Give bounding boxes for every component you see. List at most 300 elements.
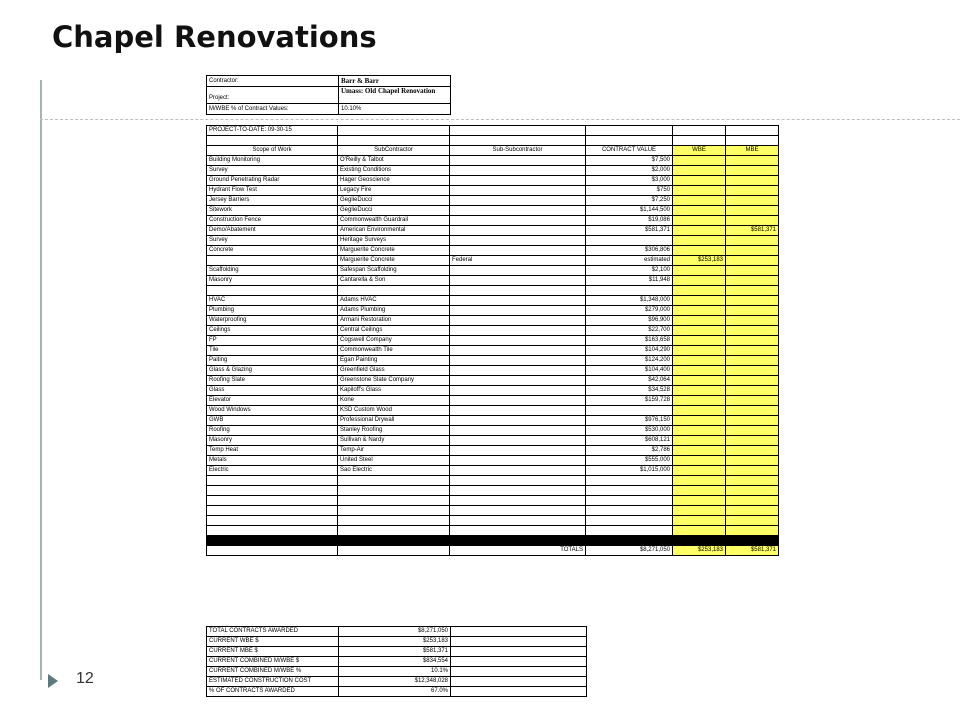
mbe-cell (726, 216, 779, 226)
contract-value-cell: $7,500 (586, 156, 673, 166)
info-row-contractor (207, 76, 451, 87)
wbe-cell (673, 446, 726, 456)
wbe-cell (673, 186, 726, 196)
table-row (207, 526, 779, 536)
sub-subcontractor-cell (450, 496, 586, 506)
project-to-date-row (207, 126, 779, 136)
scope-cell: Building Monitoring (207, 156, 338, 166)
contractor-label: Contractor: (207, 76, 339, 87)
mbe-cell (726, 336, 779, 346)
subcontractor-cell (338, 486, 450, 496)
subcontractor-cell: Hager Geoscience (338, 176, 450, 186)
contract-value-cell: $124,200 (586, 356, 673, 366)
scope-cell: Paiting (207, 356, 338, 366)
header-subcontractor: SubContractor (338, 146, 450, 156)
sub-subcontractor-cell (450, 526, 586, 536)
table-row (207, 486, 779, 496)
table-row (207, 406, 779, 416)
contract-value-cell (586, 506, 673, 516)
table-row (207, 266, 779, 276)
totals-contract-value: $8,271,050 (586, 546, 673, 556)
subcontractor-cell: O'Reilly & Talbot (338, 156, 450, 166)
sub-subcontractor-cell (450, 326, 586, 336)
sub-subcontractor-cell (450, 516, 586, 526)
summary-row (207, 677, 587, 687)
wbe-cell (673, 286, 726, 296)
table-row (207, 216, 779, 226)
contract-value-cell: $1,015,000 (586, 466, 673, 476)
subcontractor-cell: Cogswell Company (338, 336, 450, 346)
table-row (207, 396, 779, 406)
contract-value-cell (586, 496, 673, 506)
wbe-cell (673, 416, 726, 426)
wbe-cell (673, 466, 726, 476)
table-row (207, 206, 779, 216)
subcontractor-cell: Commonwealth Guardrail (338, 216, 450, 226)
mbe-cell (726, 376, 779, 386)
scope-cell: HVAC (207, 296, 338, 306)
wbe-cell (673, 366, 726, 376)
subcontractor-cell: Armani Restoration (338, 316, 450, 326)
contract-value-cell: $3,000 (586, 176, 673, 186)
sub-subcontractor-cell (450, 436, 586, 446)
wbe-cell (673, 226, 726, 236)
scope-cell (207, 476, 338, 486)
subcontractor-cell: American Environmental (338, 226, 450, 236)
sub-subcontractor-cell (450, 476, 586, 486)
blank-row (207, 136, 779, 146)
mwbe-value: 10.10% (339, 104, 451, 115)
sub-subcontractor-cell (450, 376, 586, 386)
header-contract-value: CONTRACT VALUE (586, 146, 673, 156)
table-row (207, 166, 779, 176)
wbe-cell (673, 166, 726, 176)
wbe-cell (673, 496, 726, 506)
sub-subcontractor-cell (450, 306, 586, 316)
slide-title: Chapel Renovations (52, 20, 377, 54)
info-row-mwbe (207, 104, 451, 115)
contracts-table (206, 125, 779, 556)
sub-subcontractor-cell (450, 156, 586, 166)
scope-cell: GWB (207, 416, 338, 426)
left-accent-rule (40, 80, 42, 680)
wbe-cell (673, 156, 726, 166)
summary-value: $253,183 (339, 637, 451, 647)
contract-value-cell: $19,086 (586, 216, 673, 226)
wbe-cell (673, 426, 726, 436)
summary-row (207, 667, 587, 677)
mbe-cell (726, 526, 779, 536)
wbe-cell (673, 296, 726, 306)
wbe-cell (673, 316, 726, 326)
mbe-cell (726, 426, 779, 436)
sub-subcontractor-cell (450, 246, 586, 256)
table-row (207, 446, 779, 456)
table-row (207, 476, 779, 486)
subcontractor-cell: Temp-Air (338, 446, 450, 456)
mbe-cell (726, 176, 779, 186)
mbe-cell (726, 396, 779, 406)
table-row (207, 506, 779, 516)
subcontractor-cell: Legacy Fire (338, 186, 450, 196)
mbe-cell (726, 436, 779, 446)
wbe-cell (673, 526, 726, 536)
totals-mbe: $581,371 (726, 546, 779, 556)
subcontractor-cell: Sullivan & Nardy (338, 436, 450, 446)
mbe-cell (726, 516, 779, 526)
mbe-cell (726, 316, 779, 326)
table-row (207, 186, 779, 196)
sub-subcontractor-cell (450, 366, 586, 376)
bullet-triangle-icon (48, 674, 58, 688)
subcontractor-cell: Kone (338, 396, 450, 406)
mbe-cell (726, 256, 779, 266)
wbe-cell (673, 506, 726, 516)
contract-value-cell (586, 476, 673, 486)
subcontractor-cell: KSD Custom Wood (338, 406, 450, 416)
contract-value-cell: $2,000 (586, 166, 673, 176)
contract-value-cell (586, 236, 673, 246)
sub-subcontractor-cell (450, 446, 586, 456)
subcontractor-cell (338, 516, 450, 526)
contract-value-cell: $279,000 (586, 306, 673, 316)
sub-subcontractor-cell (450, 186, 586, 196)
wbe-cell (673, 306, 726, 316)
wbe-cell (673, 356, 726, 366)
header-sub-subcontractor: Sub-Subcontractor (450, 146, 586, 156)
subcontractor-cell: Kapiloff's Glass (338, 386, 450, 396)
scope-cell (207, 516, 338, 526)
table-row (207, 436, 779, 446)
summary-value: $834,554 (339, 657, 451, 667)
mbe-cell (726, 326, 779, 336)
mbe-cell (726, 356, 779, 366)
sub-subcontractor-cell (450, 316, 586, 326)
subcontractor-cell: Greenstone Slate Company (338, 376, 450, 386)
summary-row (207, 647, 587, 657)
scope-cell: Masonry (207, 276, 338, 286)
table-row (207, 496, 779, 506)
contract-value-cell: $104,290 (586, 346, 673, 356)
scope-cell: Hydrant Flow Test (207, 186, 338, 196)
scope-cell: Plumbing (207, 306, 338, 316)
summary-row (207, 637, 587, 647)
wbe-cell (673, 326, 726, 336)
table-row (207, 356, 779, 366)
contract-value-cell: $976,150 (586, 416, 673, 426)
separator-row (207, 536, 779, 546)
table-row (207, 196, 779, 206)
summary-row (207, 657, 587, 667)
mbe-cell (726, 406, 779, 416)
table-row (207, 246, 779, 256)
scope-cell (207, 506, 338, 516)
mbe-cell (726, 236, 779, 246)
table-row (207, 516, 779, 526)
mbe-cell (726, 286, 779, 296)
table-row (207, 316, 779, 326)
wbe-cell (673, 406, 726, 416)
summary-label: TOTAL CONTRACTS AWARDED (207, 627, 339, 637)
sub-subcontractor-cell (450, 426, 586, 436)
table-row (207, 456, 779, 466)
page-number: 12 (76, 670, 94, 687)
mbe-cell (726, 446, 779, 456)
sub-subcontractor-cell (450, 226, 586, 236)
table-row (207, 336, 779, 346)
summary-value: $8,271,050 (339, 627, 451, 637)
sub-subcontractor-cell (450, 176, 586, 186)
scope-cell: Tile (207, 346, 338, 356)
subcontractor-cell: Stanley Roofing (338, 426, 450, 436)
sub-subcontractor-cell (450, 486, 586, 496)
scope-cell: Metals (207, 456, 338, 466)
sub-subcontractor-cell: Federal (450, 256, 586, 266)
wbe-cell: $253,183 (673, 256, 726, 266)
summary-value: $12,348,028 (339, 677, 451, 687)
contract-value-cell: $42,064 (586, 376, 673, 386)
header-row (207, 146, 779, 156)
contract-info-table (206, 75, 451, 115)
scope-cell: Survey (207, 236, 338, 246)
subcontractor-cell: Marguerite Concrete (338, 256, 450, 266)
header-mbe: MBE (726, 146, 779, 156)
sub-subcontractor-cell (450, 336, 586, 346)
sub-subcontractor-cell (450, 456, 586, 466)
subcontractor-cell: Adams Plumbing (338, 306, 450, 316)
contract-value-cell: $608,121 (586, 436, 673, 446)
subcontractor-cell: Egan Painting (338, 356, 450, 366)
mbe-cell (726, 306, 779, 316)
sub-subcontractor-cell (450, 276, 586, 286)
contract-value-cell: $159,728 (586, 396, 673, 406)
mbe-cell (726, 346, 779, 356)
dashed-divider (40, 119, 960, 120)
table-row (207, 416, 779, 426)
contract-value-cell: $581,371 (586, 226, 673, 236)
scope-cell (207, 496, 338, 506)
wbe-cell (673, 456, 726, 466)
sub-subcontractor-cell (450, 206, 586, 216)
contract-value-cell (586, 406, 673, 416)
mbe-cell (726, 506, 779, 516)
info-row-project (207, 87, 451, 104)
summary-label: CURRENT WBE $ (207, 637, 339, 647)
scope-cell: Demo/Abatement (207, 226, 338, 236)
scope-cell: Scaffolding (207, 266, 338, 276)
mbe-cell (726, 476, 779, 486)
table-row (207, 386, 779, 396)
contract-value-cell: $530,000 (586, 426, 673, 436)
wbe-cell (673, 396, 726, 406)
wbe-cell (673, 246, 726, 256)
subcontractor-cell: GeglieDucci (338, 206, 450, 216)
wbe-cell (673, 376, 726, 386)
mbe-cell: $581,371 (726, 226, 779, 236)
subcontractor-cell (338, 476, 450, 486)
subcontractor-cell: Existing Conditions (338, 166, 450, 176)
contract-value-cell: $1,144,500 (586, 206, 673, 216)
scope-cell: Elevator (207, 396, 338, 406)
table-row (207, 326, 779, 336)
scope-cell (207, 526, 338, 536)
summary-label: CURRENT COMBINED M/WBE % (207, 667, 339, 677)
sub-subcontractor-cell (450, 166, 586, 176)
header-scope: Scope of Work (207, 146, 338, 156)
subcontractor-cell: Central Ceilings (338, 326, 450, 336)
subcontractor-cell: Cantarella & Son (338, 276, 450, 286)
contract-value-cell (586, 526, 673, 536)
mbe-cell (726, 246, 779, 256)
summary-row (207, 687, 587, 697)
mbe-cell (726, 466, 779, 476)
project-label: Project: (207, 87, 339, 104)
table-row (207, 256, 779, 266)
table-row (207, 366, 779, 376)
table-row (207, 156, 779, 166)
subcontractor-cell (338, 496, 450, 506)
scope-cell: Glass (207, 386, 338, 396)
subcontractor-cell: Sao Electric (338, 466, 450, 476)
wbe-cell (673, 266, 726, 276)
summary-row (207, 627, 587, 637)
sub-subcontractor-cell (450, 386, 586, 396)
table-row (207, 306, 779, 316)
scope-cell: Construction Fence (207, 216, 338, 226)
summary-value: 10.1% (339, 667, 451, 677)
sub-subcontractor-cell (450, 216, 586, 226)
contractor-value: Barr & Barr (339, 76, 451, 87)
wbe-cell (673, 476, 726, 486)
totals-wbe: $253,183 (673, 546, 726, 556)
wbe-cell (673, 486, 726, 496)
sub-subcontractor-cell (450, 266, 586, 276)
table-row (207, 286, 779, 296)
summary-label: CURRENT MBE $ (207, 647, 339, 657)
summary-value: 67.0% (339, 687, 451, 697)
contract-value-cell: estimated (586, 256, 673, 266)
wbe-cell (673, 436, 726, 446)
contract-value-cell: $1,348,000 (586, 296, 673, 306)
subcontractor-cell: GeglieDucci (338, 196, 450, 206)
sub-subcontractor-cell (450, 466, 586, 476)
subcontractor-cell: United Steel (338, 456, 450, 466)
sub-subcontractor-cell (450, 506, 586, 516)
table-row (207, 346, 779, 356)
sub-subcontractor-cell (450, 296, 586, 306)
subcontractor-cell: Adams HVAC (338, 296, 450, 306)
mbe-cell (726, 486, 779, 496)
subcontractor-cell: Professional Drywall (338, 416, 450, 426)
mbe-cell (726, 266, 779, 276)
sub-subcontractor-cell (450, 416, 586, 426)
sub-subcontractor-cell (450, 406, 586, 416)
contract-value-cell: $750 (586, 186, 673, 196)
contract-value-cell: $555,000 (586, 456, 673, 466)
sub-subcontractor-cell (450, 346, 586, 356)
mbe-cell (726, 416, 779, 426)
mbe-cell (726, 196, 779, 206)
scope-cell: Survey (207, 166, 338, 176)
contract-value-cell: $104,400 (586, 366, 673, 376)
wbe-cell (673, 336, 726, 346)
wbe-cell (673, 346, 726, 356)
wbe-cell (673, 386, 726, 396)
mbe-cell (726, 496, 779, 506)
subcontractor-cell: Safespan Scaffolding (338, 266, 450, 276)
wbe-cell (673, 236, 726, 246)
sub-subcontractor-cell (450, 236, 586, 246)
subcontractor-cell (338, 506, 450, 516)
wbe-cell (673, 176, 726, 186)
summary-label: % OF CONTRACTS AWARDED (207, 687, 339, 697)
totals-label: TOTALS (450, 546, 586, 556)
subcontractor-cell: Greenfield Glass (338, 366, 450, 376)
table-row (207, 176, 779, 186)
scope-cell: FP (207, 336, 338, 346)
mbe-cell (726, 456, 779, 466)
scope-cell: Ceilings (207, 326, 338, 336)
scope-cell: Temp Heat (207, 446, 338, 456)
subcontractor-cell (338, 286, 450, 296)
header-wbe: WBE (673, 146, 726, 156)
mbe-cell (726, 166, 779, 176)
scope-cell (207, 486, 338, 496)
sub-subcontractor-cell (450, 356, 586, 366)
contract-value-cell: $306,806 (586, 246, 673, 256)
sub-subcontractor-cell (450, 286, 586, 296)
table-row (207, 226, 779, 236)
scope-cell: Wood Windows (207, 406, 338, 416)
summary-table (206, 626, 587, 697)
mbe-cell (726, 366, 779, 376)
summary-label: CURRENT COMBINED M/WBE $ (207, 657, 339, 667)
project-to-date-label: PROJECT-TO-DATE: 09-30-15 (207, 126, 338, 136)
wbe-cell (673, 276, 726, 286)
mbe-cell (726, 186, 779, 196)
totals-row (207, 546, 779, 556)
scope-cell: Roofing Slate (207, 376, 338, 386)
scope-cell: Waterproofing (207, 316, 338, 326)
table-row (207, 296, 779, 306)
scope-cell: Concrete (207, 246, 338, 256)
mbe-cell (726, 386, 779, 396)
table-row (207, 376, 779, 386)
wbe-cell (673, 216, 726, 226)
subcontractor-cell: Heritage Surveys (338, 236, 450, 246)
scope-cell (207, 256, 338, 266)
scope-cell (207, 286, 338, 296)
subcontractor-cell: Commonwealth Tile (338, 346, 450, 356)
table-row (207, 236, 779, 246)
summary-value: $581,371 (339, 647, 451, 657)
mbe-cell (726, 276, 779, 286)
sub-subcontractor-cell (450, 396, 586, 406)
contract-value-cell: $7,250 (586, 196, 673, 206)
scope-cell: Masonry (207, 436, 338, 446)
mbe-cell (726, 296, 779, 306)
summary-label: ESTIMATED CONSTRUCTION COST (207, 677, 339, 687)
contract-value-cell: $22,700 (586, 326, 673, 336)
subcontractor-cell (338, 526, 450, 536)
table-row (207, 426, 779, 436)
contract-value-cell: $163,658 (586, 336, 673, 346)
mwbe-label: M/WBE % of Contract Values: (207, 104, 339, 115)
mbe-cell (726, 206, 779, 216)
project-value: Umass: Old Chapel Renovation (339, 87, 451, 104)
wbe-cell (673, 516, 726, 526)
wbe-cell (673, 196, 726, 206)
